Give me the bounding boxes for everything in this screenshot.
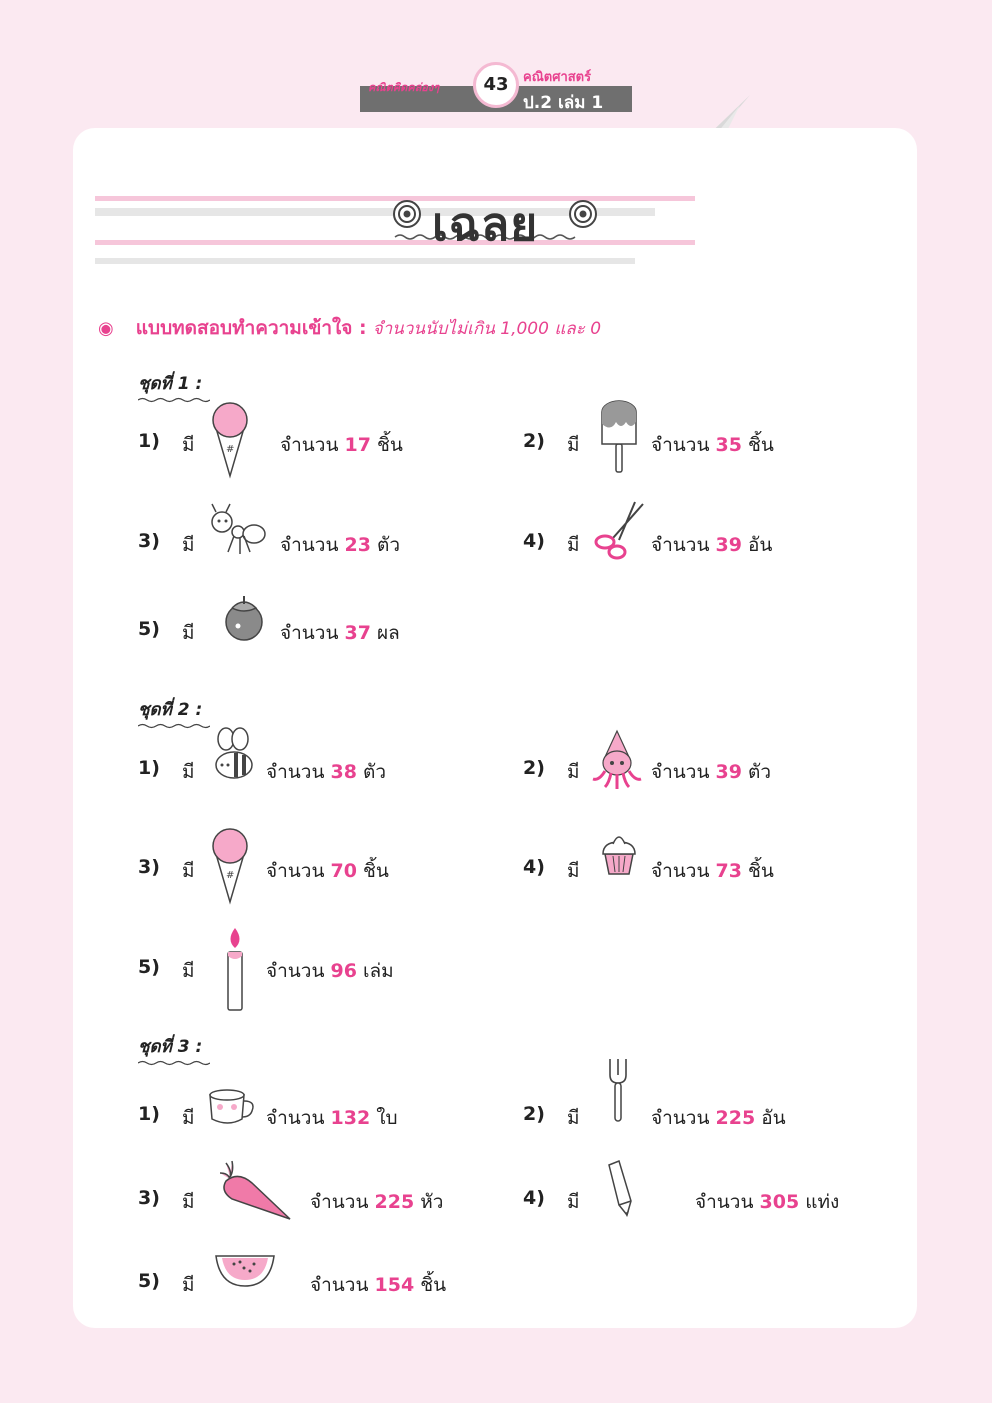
ice-cream-cone-icon <box>210 400 250 480</box>
item-label: จำนวน <box>266 860 325 882</box>
item-label: จำนวน <box>266 1107 325 1129</box>
section-label: แบบทดสอบทำความเข้าใจ : <box>135 317 367 339</box>
answer-item <box>138 530 458 590</box>
item-label: จำนวน <box>310 1191 369 1213</box>
answer-item <box>138 856 458 916</box>
item-unit: เล่ม <box>363 960 394 982</box>
item-unit: ตัว <box>377 534 401 556</box>
svg-text:#: # <box>226 870 235 881</box>
item-unit: ตัว <box>748 761 772 783</box>
answer-item <box>138 430 458 490</box>
answer-item <box>138 618 458 678</box>
header-grade: ป.2 เล่ม 1 <box>523 93 604 113</box>
item-unit: แท่ง <box>805 1191 840 1213</box>
item-unit: ชิ้น <box>363 860 389 882</box>
squid-icon <box>591 727 645 791</box>
item-unit: อัน <box>761 1107 786 1129</box>
answer-item <box>138 956 458 1016</box>
item-value: 132 <box>330 1107 371 1129</box>
answer-item <box>523 1103 843 1163</box>
item-mee: มี <box>182 622 195 644</box>
item-mee: มี <box>182 1274 195 1296</box>
item-number: 2) <box>523 1103 545 1125</box>
set-title-3 <box>138 1033 210 1066</box>
fork-icon <box>607 1057 629 1123</box>
answer-item <box>523 530 843 590</box>
answer-item <box>138 1270 518 1330</box>
title-stripes <box>95 176 735 286</box>
page-title: เฉลย <box>432 197 539 251</box>
popsicle-icon <box>598 400 640 476</box>
set-title-1 <box>138 370 210 403</box>
item-label: จำนวน <box>266 761 325 783</box>
answer-item <box>523 757 843 817</box>
item-unit: ชิ้น <box>420 1274 447 1296</box>
answer-item <box>523 1187 893 1247</box>
item-number: 3) <box>138 1187 160 1209</box>
answer-item <box>138 757 458 817</box>
section-heading <box>98 313 601 343</box>
carrot-icon <box>212 1159 292 1223</box>
item-label: จำนวน <box>651 534 710 556</box>
item-value: 39 <box>715 534 742 556</box>
item-number: 5) <box>138 956 160 978</box>
item-number: 4) <box>523 1187 545 1209</box>
set-title-text: ชุดที่ 3 : <box>138 1037 203 1057</box>
item-value: 38 <box>330 761 357 783</box>
item-value: 73 <box>715 860 742 882</box>
item-number: 5) <box>138 618 160 640</box>
item-value: 225 <box>715 1107 756 1129</box>
bee-icon <box>212 727 258 783</box>
item-mee: มี <box>567 434 580 456</box>
item-mee: มี <box>182 860 195 882</box>
item-label: จำนวน <box>280 534 339 556</box>
ant-icon <box>208 500 270 562</box>
watermelon-icon <box>214 1252 276 1288</box>
item-label: จำนวน <box>280 434 339 456</box>
item-number: 1) <box>138 757 160 779</box>
item-number: 4) <box>523 530 545 552</box>
item-unit: หัว <box>420 1191 444 1213</box>
item-label: จำนวน <box>695 1191 754 1213</box>
item-mee: มี <box>567 860 580 882</box>
item-number: 3) <box>138 856 160 878</box>
cup-icon <box>206 1085 258 1129</box>
title-banner <box>95 176 735 286</box>
scissors-icon <box>591 500 649 560</box>
item-unit: ชิ้น <box>748 434 774 456</box>
item-label: จำนวน <box>280 622 339 644</box>
item-number: 3) <box>138 530 160 552</box>
item-number: 1) <box>138 1103 160 1125</box>
item-label: จำนวน <box>651 860 710 882</box>
item-unit: ผล <box>377 622 400 644</box>
answer-item <box>523 856 843 916</box>
item-value: 39 <box>715 761 742 783</box>
item-unit: ใบ <box>376 1107 398 1129</box>
target-bullet-icon: ◉ <box>98 318 114 339</box>
candle-icon <box>222 926 248 1016</box>
ice-cream-cone-icon <box>210 826 250 906</box>
answer-item <box>523 430 843 490</box>
item-value: 17 <box>344 434 371 456</box>
item-value: 37 <box>344 622 371 644</box>
item-mee: มี <box>182 434 195 456</box>
pencil-icon <box>605 1157 637 1219</box>
item-value: 23 <box>344 534 371 556</box>
item-mee: มี <box>182 534 195 556</box>
item-unit: ชิ้น <box>748 860 774 882</box>
item-label: จำนวน <box>266 960 325 982</box>
answer-item <box>138 1103 458 1163</box>
set-title-text: ชุดที่ 1 : <box>138 374 203 394</box>
item-value: 305 <box>759 1191 800 1213</box>
item-mee: มี <box>182 761 195 783</box>
answer-item <box>138 1187 518 1247</box>
item-number: 2) <box>523 430 545 452</box>
item-value: 70 <box>330 860 357 882</box>
item-mee: มี <box>567 534 580 556</box>
item-unit: อัน <box>748 534 773 556</box>
header-left-label: คณิตคิดคล่องๆ <box>368 81 440 94</box>
item-value: 35 <box>715 434 742 456</box>
item-label: จำนวน <box>310 1274 369 1296</box>
item-mee: มี <box>567 761 580 783</box>
answer-card <box>73 128 917 1328</box>
item-label: จำนวน <box>651 761 710 783</box>
item-mee: มี <box>567 1191 580 1213</box>
item-unit: ตัว <box>363 761 387 783</box>
item-value: 154 <box>374 1274 415 1296</box>
wave-underline <box>138 1060 210 1066</box>
item-value: 225 <box>374 1191 415 1213</box>
svg-text:#: # <box>226 444 235 455</box>
item-number: 1) <box>138 430 160 452</box>
item-number: 4) <box>523 856 545 878</box>
set-title-text: ชุดที่ 2 : <box>138 700 203 720</box>
item-label: จำนวน <box>651 434 710 456</box>
section-subtitle: จำนวนนับไม่เกิน 1,000 และ 0 <box>372 319 602 339</box>
page-number: 43 <box>473 62 519 108</box>
item-mee: มี <box>182 960 195 982</box>
item-number: 5) <box>138 1270 160 1292</box>
wave-underline <box>138 397 210 403</box>
item-mee: มี <box>182 1191 195 1213</box>
set-title-2 <box>138 696 210 729</box>
item-value: 96 <box>330 960 357 982</box>
item-label: จำนวน <box>651 1107 710 1129</box>
item-mee: มี <box>182 1107 195 1129</box>
item-mee: มี <box>567 1107 580 1129</box>
mangosteen-icon <box>222 588 268 644</box>
wave-underline <box>138 723 210 729</box>
header-subject: คณิตศาสตร์ <box>523 70 592 85</box>
item-unit: ชิ้น <box>377 434 403 456</box>
item-number: 2) <box>523 757 545 779</box>
cupcake-icon <box>599 826 639 878</box>
